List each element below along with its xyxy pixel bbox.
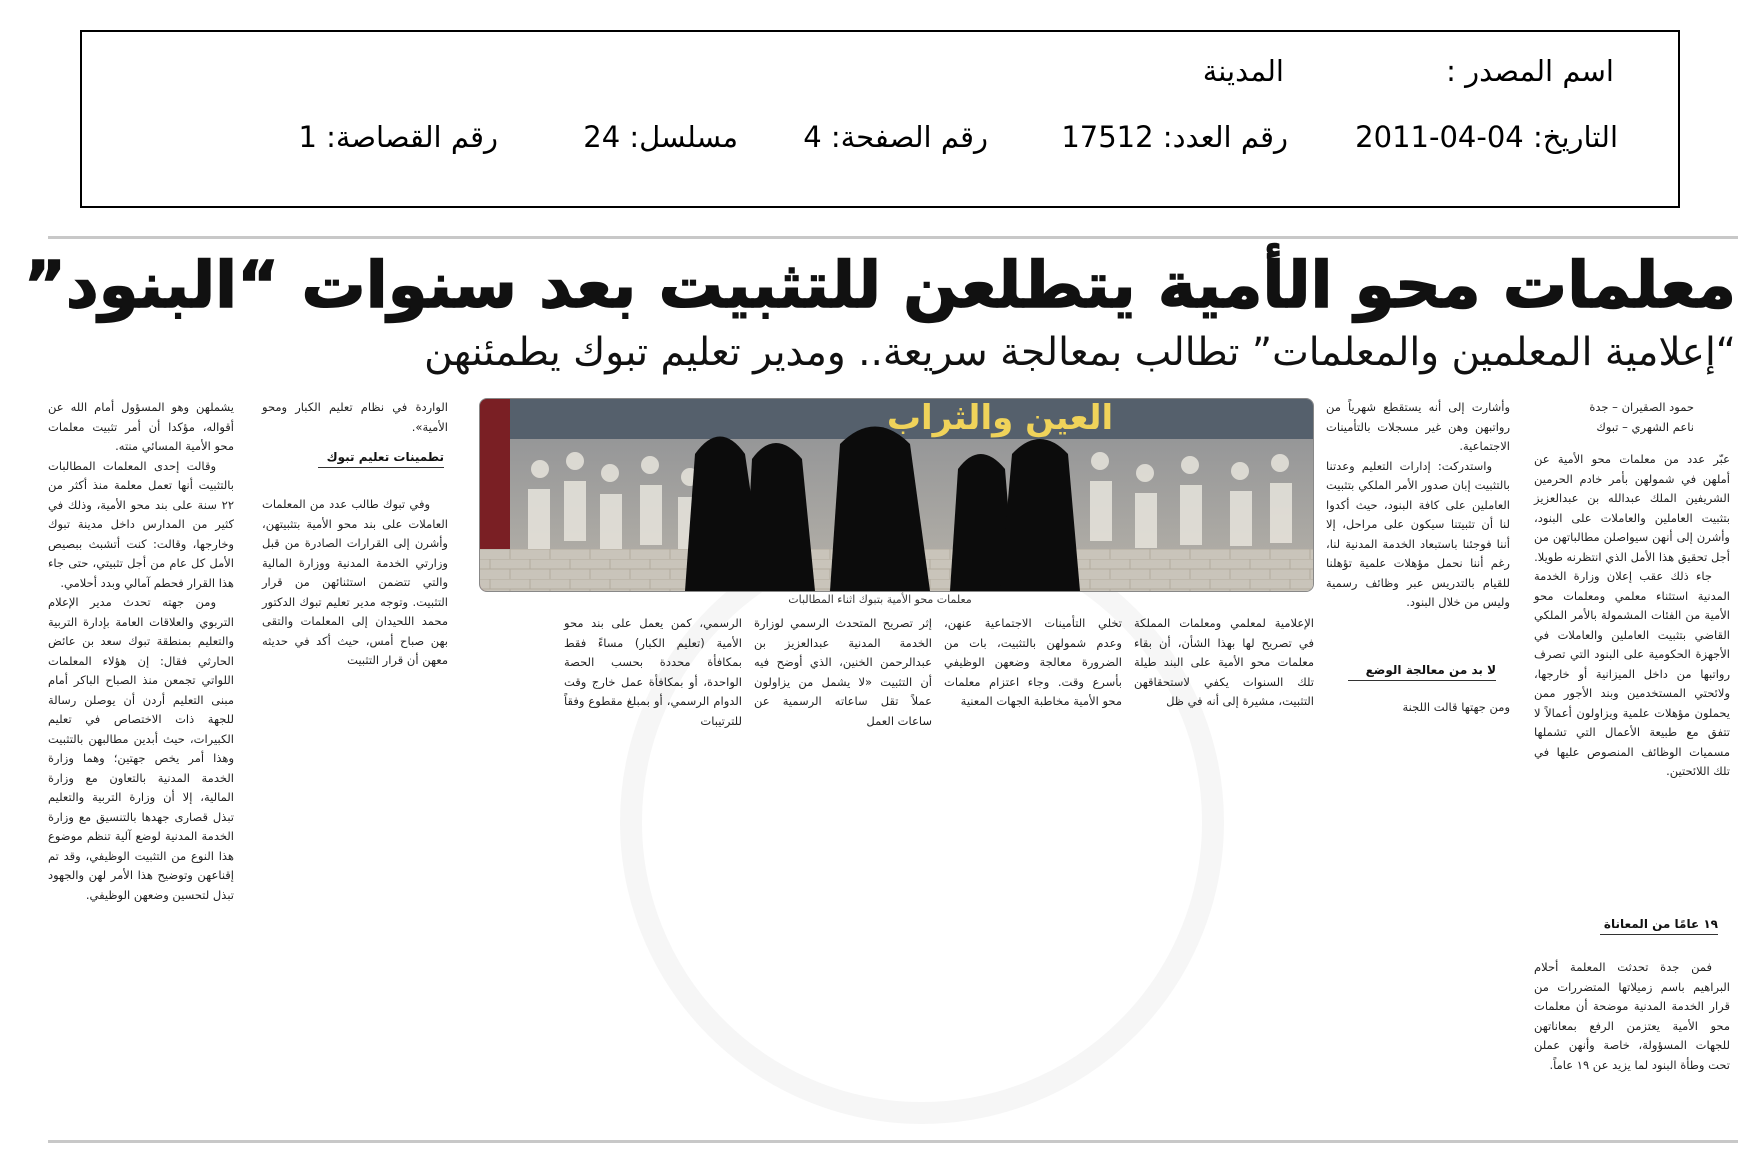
top-divider — [48, 236, 1738, 239]
article-column-5 — [754, 614, 932, 731]
newspaper-seal-watermark — [620, 520, 1224, 1124]
section-subhead-suffering: ١٩ عامًا من المعاناة — [1600, 917, 1718, 935]
column-paragraph: ومن جهته تحدث مدير الإعلام التربوي والعلاقات العامة بإدارة التربية والتعليم بمنطقة تبوك سعد بن عائض الحارثي فقال: إن هؤلاء المعلمات اللواتي تجمعن منذ الصباح الباكر أمام مبنى التعليم أردن أن يوصلن رسالة للجهة ذات الاختصاص في تعليم الكبيرات، حيث أبدين مطالبهن بالتثبيت وهذا أمر يخص جهتين؛ وهما وزارة الخدمة المدنية بالتعاون مع وزارة المالية، إلا أن وزارة التربية والتعليم تبذل قصارى جهدها بالتنسيق مع وزارة الخدمة المدنية لوضع آلية تنظم موضوع هذا النوع من التثبيت الوظيفي، وقد تم إقناعهن وتوضيح هذا الأمر لهن والجهود تبذل لتحسين وضعهن الوظيفي. — [48, 595, 234, 902]
column-paragraph: وقالت إحدى المعلمات المطالبات بالتثبيت أنها تعمل معلمة منذ أكثر من ٢٢ سنة على بند محو الأمية، وذلك في كثير من المدارس داخل مدينة تبوك وخارجها، وقالت: كنت أتشبث ببصيص الأمل كل عام من أجل تثبيتي، حتى جاء هذا القرار فحطم آمالي وبدد أحلامي. — [48, 458, 234, 590]
column-paragraph: فمن جدة تحدثت المعلمة أحلام البراهيم باسم زميلاتها المتضررات من قرار الخدمة المدنية موضحة أن معلمات محو الأمية يعتزمن الرفع بمعاناتهن للجهات المسؤولة، خاصة وأنهن عملن تحت وطأة البنود لما يزيد عن ١٩ عاماً. — [1534, 960, 1730, 1072]
column-paragraph: جاء ذلك عقب إعلان وزارة الخدمة المدنية استثناء معلمي ومعلمات محو الأمية من الفئات المشمولة بالأمر الملكي القاضي بتثبيت العاملين والعاملات في الأجهزة الحكومية على البنود التي تصرف رواتبها من داخل الميزانية أو خارجها، ولائحتي المستخدمين وبند الأجور ممن يحملون مؤهلات علمية ويزاولون أعمالاً لا تتفق مع طبيعة الأعمال التي تشملها مسميات الوظائف المنصوص عليها في تلك اللائحتين. — [1534, 569, 1730, 778]
column-paragraph: إثر تصريح المتحدث الرسمي لوزارة الخدمة المدنية عبدالعزيز بن عبدالرحمن الخنين، الذي أوضح فيه أن التثبيت «لا يشمل من يزاولون عملاً تقل ساعاته الرسمية عن ساعات العمل — [754, 616, 932, 728]
article-photo — [479, 398, 1314, 592]
section-subhead-treatment: لا بد من معالجة الوضع — [1348, 663, 1496, 681]
section-subhead-tabuk: تطمينات تعليم تبوك — [318, 450, 444, 468]
byline-tabuk: ناعم الشهري – تبوك — [1596, 420, 1694, 434]
column-paragraph: يشملهن وهو المسؤول أمام الله عن أقواله، مؤكدا أن أمر تثبيت معلمات محو الأمية المسائي منته. — [48, 400, 234, 453]
column-paragraph: الرسمي، كمن يعمل على بند محو الأمية (تعليم الكبار) مساءً فقط بمكافأة محددة بحسب الحصة الواحدة، أو بمكافأة عمل خارج وقت الدوام الرسمي، أو بمبلغ مقطوع وفقاً للترتيبات — [564, 616, 742, 728]
article-column-2 — [1326, 398, 1510, 613]
column-paragraph: ومن جهتها قالت اللجنة — [1402, 700, 1510, 714]
article-column-8 — [48, 398, 234, 905]
column-paragraph: الواردة في نظام تعليم الكبار ومحو الأمية». — [262, 400, 448, 434]
byline-jeddah: حمود الصقيران – جدة — [1589, 400, 1694, 414]
article-column-3 — [1134, 614, 1314, 712]
column-paragraph: وفي تبوك طالب عدد من المعلمات العاملات على بند محو الأمية بتثبيتهن، وأشرن إلى القرارات الصادرة من قبل وزارتي الخدمة المدنية ووزارة المالية والتي تتضمن استثنائهن من قرار التثبيت. وتوجه مدير تعليم تبوك الدكتور محمد اللحيدان إلى المعلمات والتقى بهن صباح أمس، حيث أكد في حديثه معهن أن قرار التثبيت — [262, 497, 448, 667]
issue-number: رقم العدد: 17512 — [1061, 120, 1288, 154]
article-column-7-continued — [262, 495, 448, 671]
column-paragraph: واستدركت: إدارات التعليم وعدتنا بالتثبيت إبان صدور الأمر الملكي بتثبيت العاملين على كافة البنود، حيث أكدوا لنا أن تثبيتنا سيكون على مراحل، إلا أننا فوجئنا باستبعاد الخدمة المدنية لنا، رغم أننا نحمل مؤهلات علمية تؤهلنا للقيام بالتدريس عبر وظائف رسمية وليس من خلال البنود. — [1326, 458, 1510, 609]
photo-caption: معلمات محو الأمية بتبوك اثناء المطالبات — [788, 593, 972, 606]
source-label: اسم المصدر : — [1446, 54, 1614, 88]
column-paragraph: وأشارت إلى أنه يستقطع شهرياً من رواتبهن وهن غير مسجلات بالتأمينات الاجتماعية. — [1326, 400, 1510, 453]
article-column-7 — [262, 398, 448, 437]
bottom-divider — [48, 1140, 1738, 1143]
source-value: المدينة — [1202, 54, 1284, 88]
clip-number: رقم القصاصة: 1 — [298, 120, 498, 154]
teachers-protest-photo — [480, 399, 1313, 591]
source-info-box — [80, 30, 1680, 208]
article-column-2-continued — [1326, 698, 1510, 718]
publication-date: التاريخ: 04-04-2011 — [1355, 120, 1618, 154]
article-subheadline: “إعلامية المعلمين والمعلمات” تطالب بمعالجة سريعة.. ومدير تعليم تبوك يطمئنهن — [424, 330, 1736, 375]
column-paragraph: الإعلامية لمعلمي ومعلمات المملكة في تصريح لها بهذا الشأن، أن بقاء معلمات محو الأمية على البند طيلة تلك السنوات يكفي لاستحقاقهن التثبيت، مشيرة إلى أنه في ظل — [1134, 616, 1314, 708]
article-column-4 — [944, 614, 1122, 712]
article-column-1 — [1534, 450, 1730, 782]
photo-banner-text: العين والثراب — [886, 399, 1114, 438]
page-number: رقم الصفحة: 4 — [803, 120, 988, 154]
serial-number: مسلسل: 24 — [583, 120, 738, 154]
article-column-6 — [564, 614, 742, 731]
article-column-1-continued — [1534, 958, 1730, 1075]
column-paragraph: تخلي التأمينات الاجتماعية عنهن، وعدم شمولهن بالتثبيت، بات من الضرورة معالجة وضعهن الوظيفي بأسرع وقت. وجاء اعتزام معلمات محو الأمية مخاطبة الجهات المعنية — [944, 616, 1122, 708]
article-headline: معلمات محو الأمية يتطلعن للتثبيت بعد سنوات “البنود” — [23, 249, 1736, 323]
column-paragraph: عبّر عدد من معلمات محو الأمية عن أملهن في شمولهن بأمر خادم الحرمين الشريفين الملك عبدالله بن عبدالعزيز بتثبيت العاملين والعاملات على البنود، وأشرن إلى أنهن سيواصلن مطالباتهن من أجل تحقيق هذا الأمل الذي انتظرنه طويلا. — [1534, 452, 1730, 564]
